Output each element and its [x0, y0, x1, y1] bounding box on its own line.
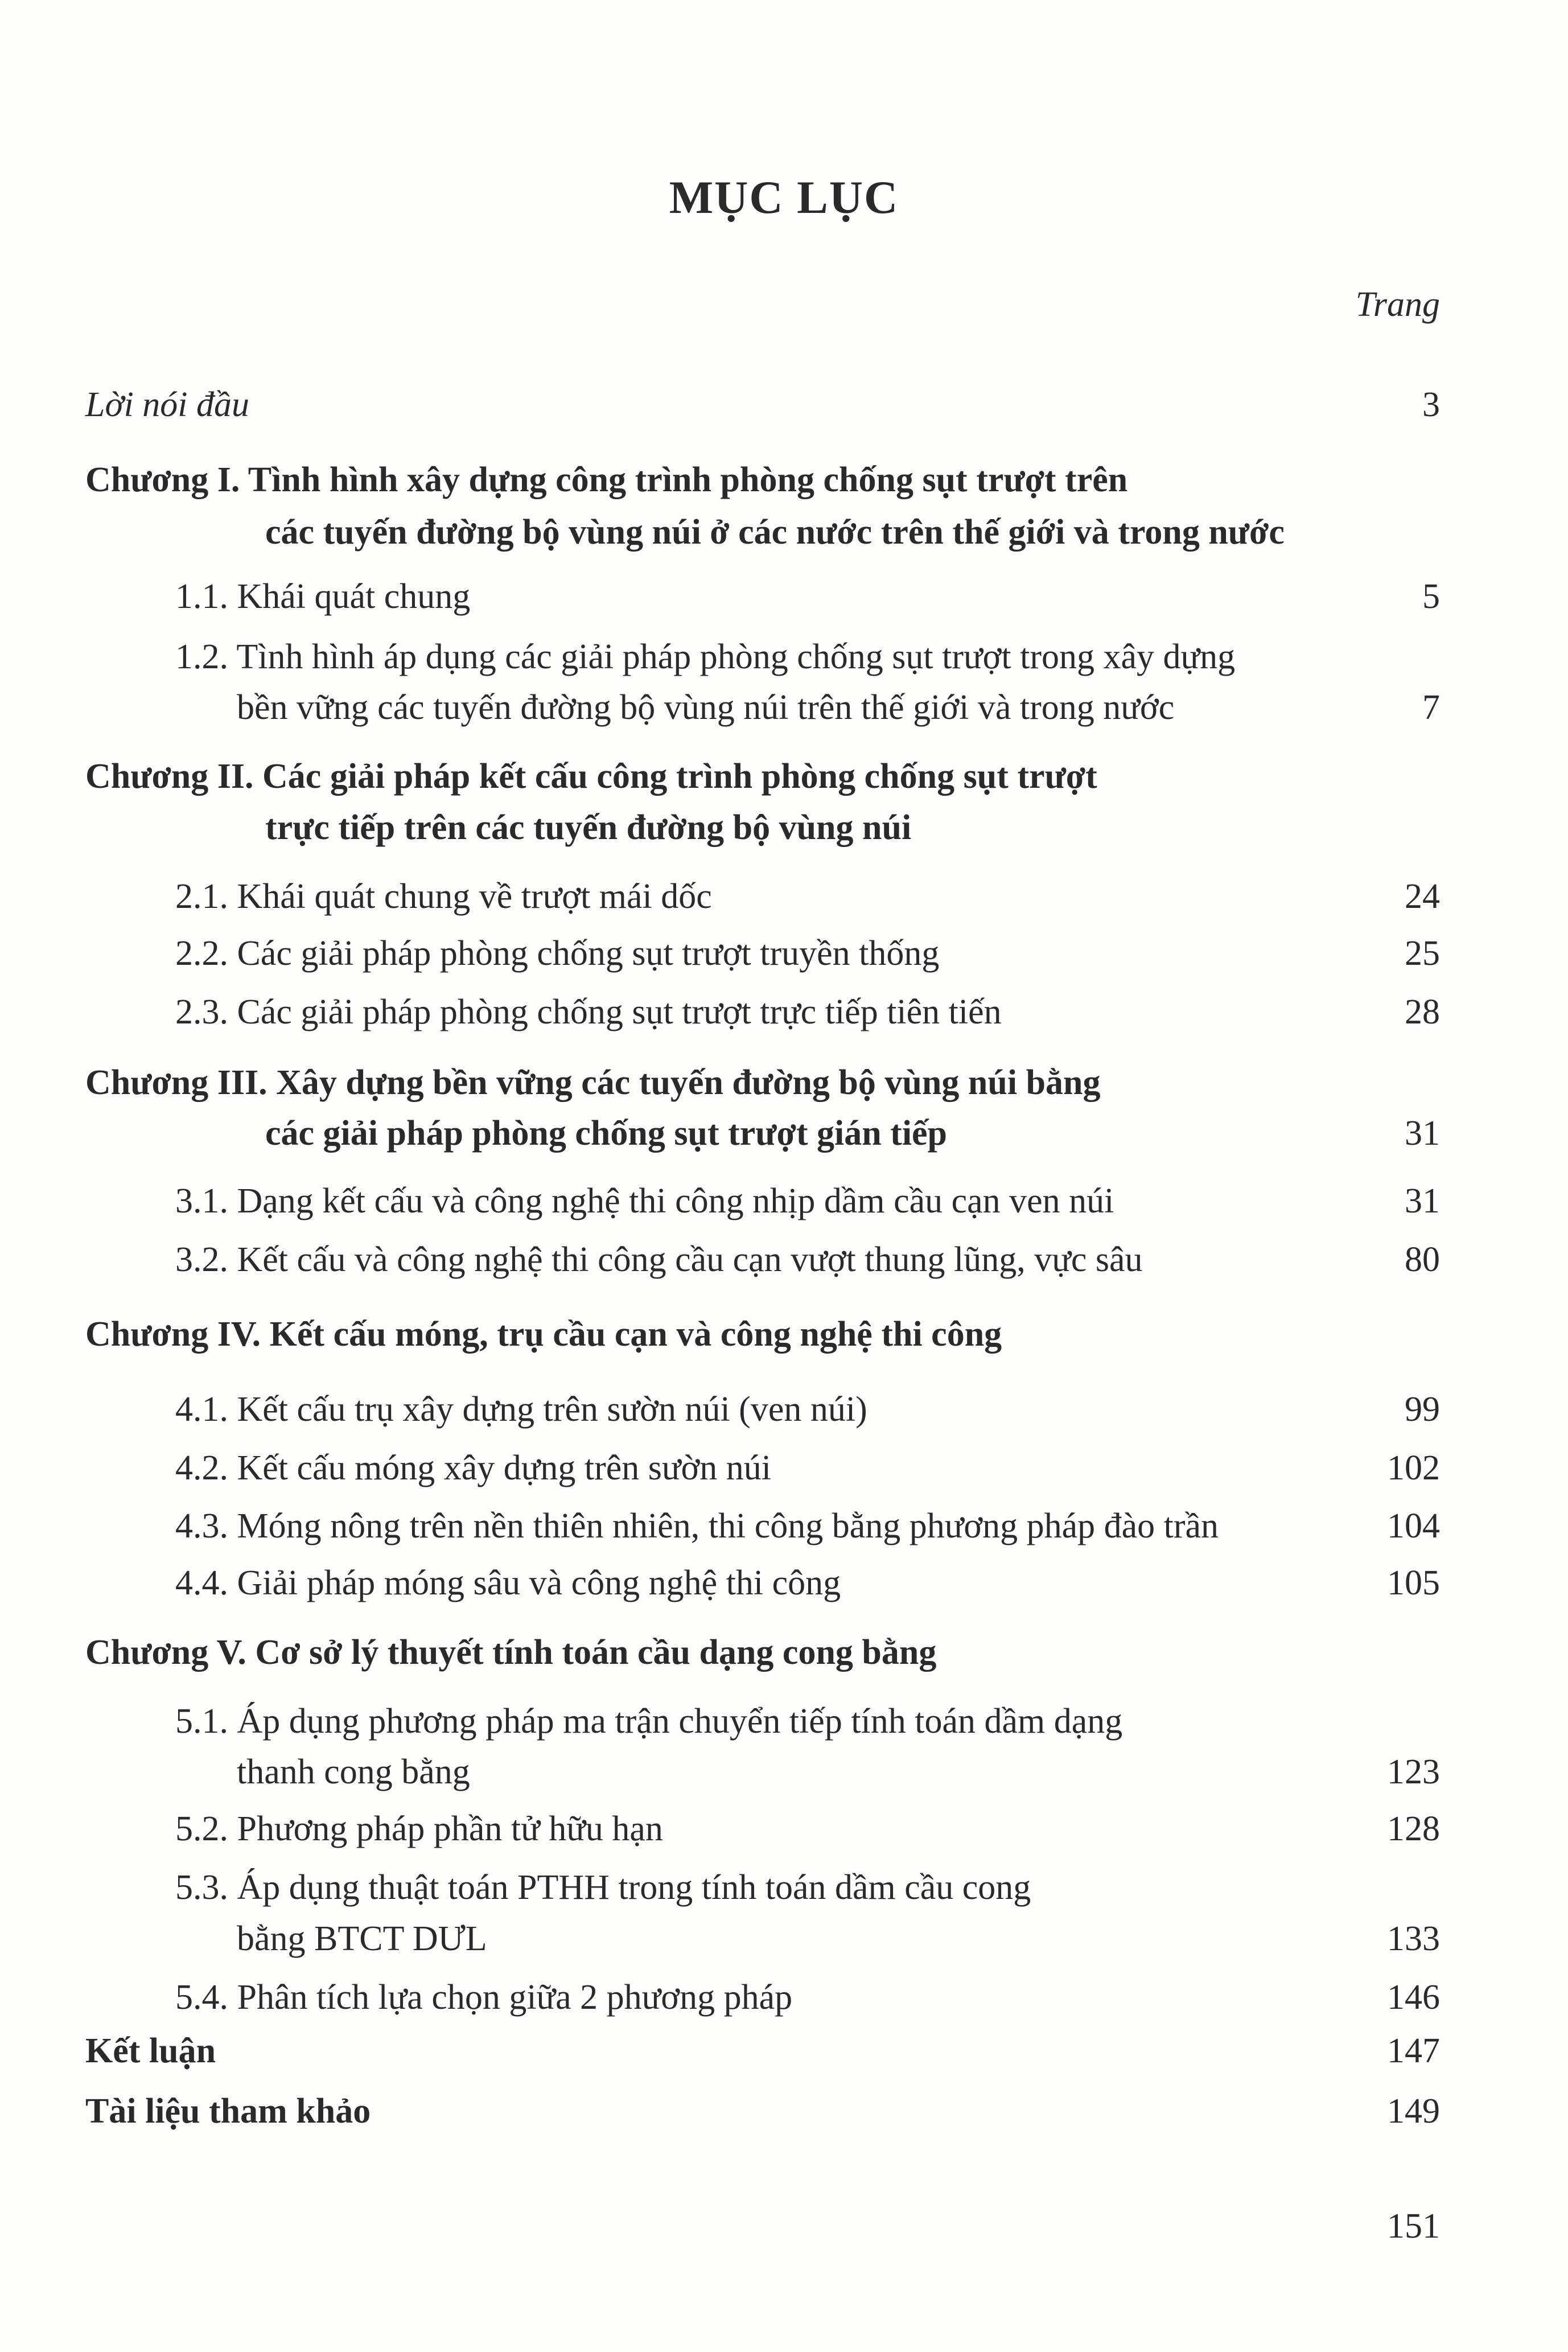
entry-page: 99 — [1405, 1390, 1440, 1429]
entry-title: Tài liệu tham khảo — [85, 2092, 371, 2131]
entry-title: 5.4. Phân tích lựa chọn giữa 2 phương pháp — [175, 1978, 793, 2017]
entry-title: 5.2. Phương pháp phần tử hữu hạn — [175, 1810, 663, 1848]
entry-title: 4.1. Kết cấu trụ xây dựng trên sườn núi (ven núi) — [175, 1390, 867, 1429]
entry-title: 1.1. Khái quát chung — [175, 577, 471, 616]
entry-title: 4.4. Giải pháp móng sâu và công nghệ thi công — [175, 1564, 841, 1602]
entry-page: 128 — [1387, 1810, 1440, 1848]
entry-page: 102 — [1387, 1449, 1440, 1487]
entry-title: 1.2. Tình hình áp dụng các giải pháp phòng chống sụt trượt trong xây dựng — [175, 638, 1236, 676]
chapter-title-cont: các giải pháp phòng chống sụt trượt gián tiếp — [265, 1114, 948, 1153]
chapter-title: Chương IV. Kết cấu móng, trụ cầu cạn và công nghệ thi công — [85, 1315, 1002, 1354]
chapter-title-cont: các tuyến đường bộ vùng núi ở các nước trên thế giới và trong nước — [265, 513, 1285, 552]
entry-page: 25 — [1405, 934, 1440, 973]
entry-title-cont: thanh cong bằng — [237, 1753, 470, 1791]
page-number: 151 — [1387, 2207, 1440, 2246]
entry-page: 146 — [1387, 1978, 1440, 2017]
entry-title: 3.1. Dạng kết cấu và công nghệ thi công nhịp dầm cầu cạn ven núi — [175, 1182, 1114, 1220]
entry-page: 31 — [1405, 1182, 1440, 1220]
entry-title: 2.1. Khái quát chung về trượt mái dốc — [175, 877, 712, 916]
entry-page: 3 — [1422, 385, 1440, 424]
entry-title-cont: bằng BTCT DƯL — [237, 1919, 487, 1958]
entry-page: 5 — [1422, 577, 1440, 616]
entry-page: 104 — [1387, 1507, 1440, 1545]
entry-page: 28 — [1405, 993, 1440, 1031]
entry-title: 4.2. Kết cấu móng xây dựng trên sườn núi — [175, 1449, 772, 1487]
entry-page: 105 — [1387, 1564, 1440, 1602]
chapter-title: Chương V. Cơ sở lý thuyết tính toán cầu dạng cong bằng — [85, 1633, 937, 1672]
chapter-title: Chương I. Tình hình xây dựng công trình phòng chống sụt trượt trên — [85, 460, 1128, 499]
entry-title-cont: bền vững các tuyến đường bộ vùng núi trên thế giới và trong nước — [237, 688, 1175, 727]
entry-title: 3.2. Kết cấu và công nghệ thi công cầu cạn vượt thung lũng, vực sâu — [175, 1240, 1143, 1279]
entry-title: 5.1. Áp dụng phương pháp ma trận chuyển tiếp tính toán dầm dạng — [175, 1702, 1123, 1741]
entry-title: 2.3. Các giải pháp phòng chống sụt trượt trực tiếp tiên tiến — [175, 993, 1002, 1031]
chapter-title: Chương III. Xây dựng bền vững các tuyến đường bộ vùng núi bằng — [85, 1063, 1101, 1102]
entry-title: 5.3. Áp dụng thuật toán PTHH trong tính toán dầm cầu cong — [175, 1868, 1031, 1907]
entry-page: 149 — [1387, 2092, 1440, 2131]
entry-title: 2.2. Các giải pháp phòng chống sụt trượt truyền thống — [175, 934, 940, 973]
entry-page: 147 — [1387, 2032, 1440, 2070]
entry-page: 7 — [1422, 688, 1440, 727]
entry-page: 24 — [1405, 877, 1440, 916]
entry-page: 133 — [1387, 1919, 1440, 1958]
entry-page: 123 — [1387, 1753, 1440, 1791]
entry-title: 4.3. Móng nông trên nền thiên nhiên, thi công bằng phương pháp đào trần — [175, 1507, 1219, 1545]
entry-title: Lời nói đầu — [85, 385, 250, 424]
chapter-title: Chương II. Các giải pháp kết cấu công trình phòng chống sụt trượt — [85, 757, 1097, 796]
entry-title: Kết luận — [85, 2032, 216, 2070]
chapter-title-cont: trực tiếp trên các tuyến đường bộ vùng núi — [265, 808, 912, 847]
page-column-header: Trang — [1355, 285, 1440, 324]
page-title: MỤC LỤC — [669, 171, 899, 223]
entry-page: 31 — [1405, 1114, 1440, 1153]
entry-page: 80 — [1405, 1240, 1440, 1279]
